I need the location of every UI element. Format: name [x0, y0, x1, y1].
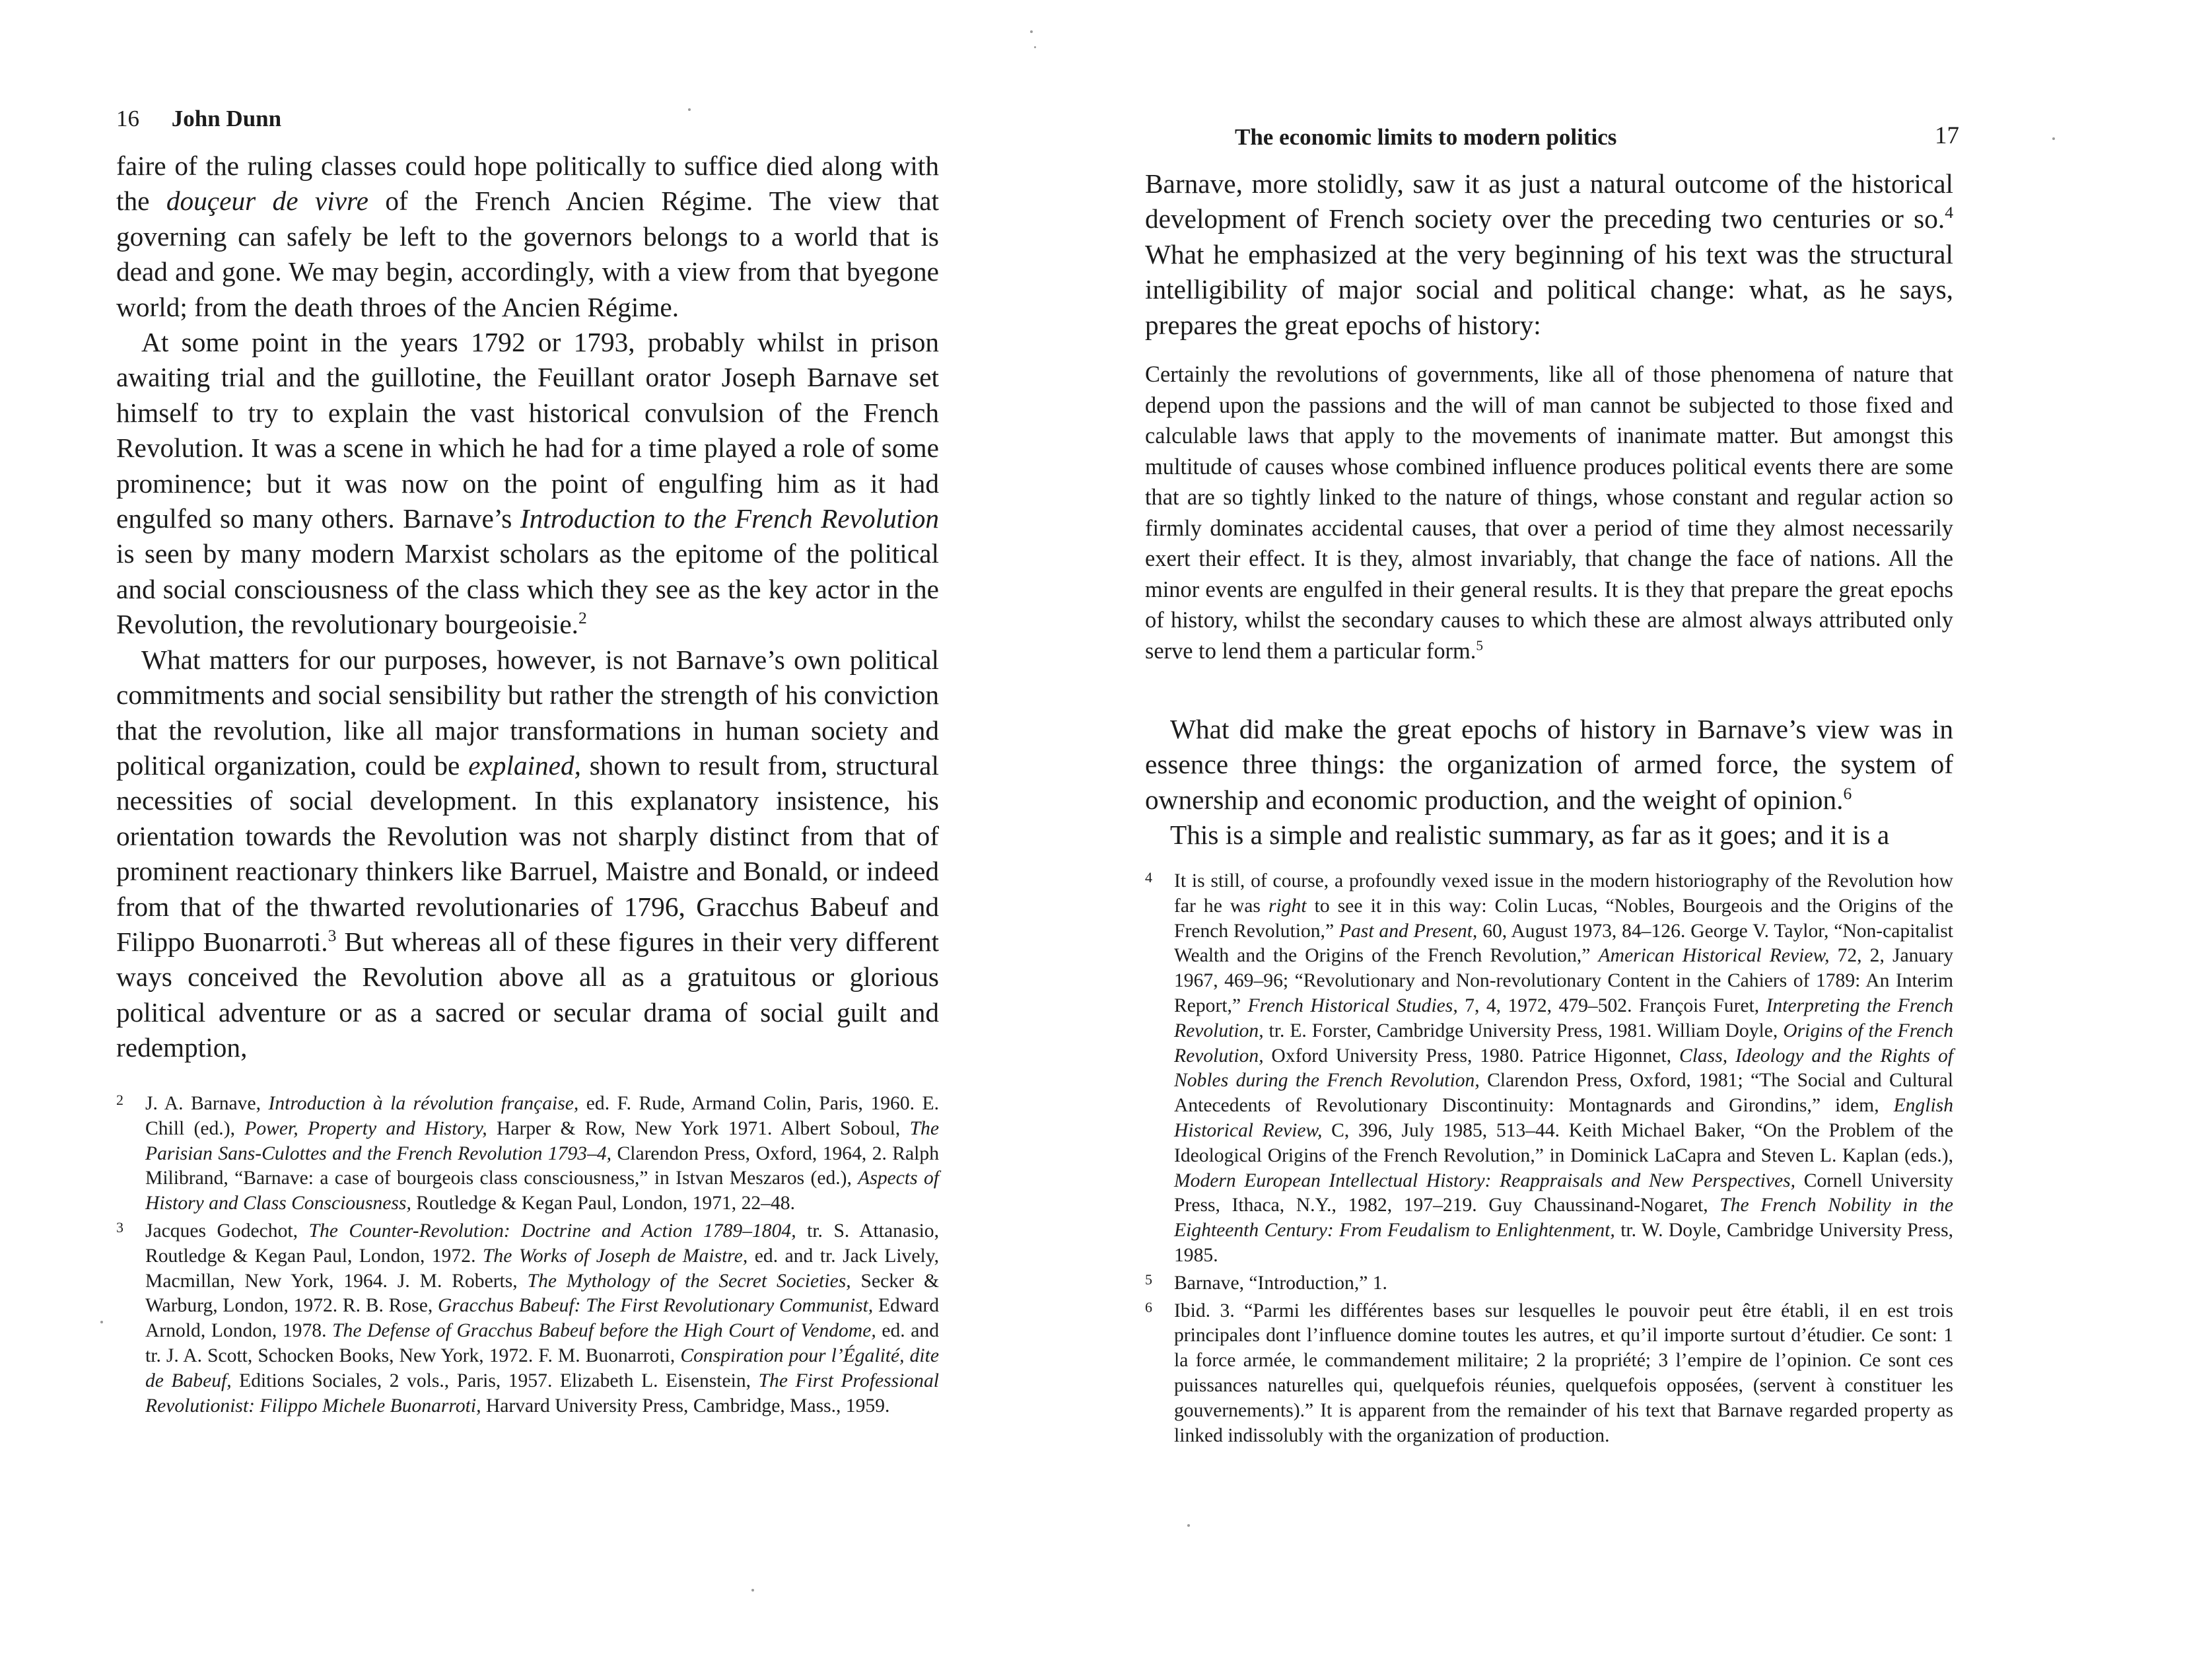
text-span: Certainly the revolutions of governments, like all of those phenomena of nature that depend upon the passions and the will of man cannot be subjected to those fixed and calculable laws that apply to the movements of inanimate matter. But amongst this multitude of causes whose combined influence produces political events there are some that are so tightly linked to the nature of things, whose constant and regular action so firmly dominates accidental causes, that over a period of time they almost necessarily exert their effect. It is they, almost invariably, that change the face of nations. All the minor events are engulfed in their general results. It is they that prepare the great epochs of history, whilst the secondary causes to which these are almost always attributed only serve to lend them a particular form.	[1145, 362, 1953, 664]
footnote-number: 3	[116, 1218, 123, 1236]
text-span: shown to result from, structural necessities of social development. In this explanatory insistence, his orientation towards the Revolution was not sharply distinct from that of prominent reactionary thinkers like Barruel, Maistre and Bonald, or indeed from that of the thwarted revolutionaries of 1796, Gracchus Babeuf and Filippo Buonarroti.	[116, 750, 939, 957]
text-span: is seen by many modern Marxist scholars as the epitome of the political and social consciousness of the class which they see as the key actor in the Revolution, the revolutionary bourgeoisie.	[116, 538, 939, 640]
text-span: What did make the great epochs of history in Barnave’s view was in essence three things: the organization of armed force, the system of ownership and economic production, and the weight of opinion.	[1145, 714, 1953, 815]
scan-speck	[1187, 1524, 1190, 1527]
text-span: ed. and tr. J. A. Scott, Schocken Books, New York, 1972. F. M. Buonarroti,	[145, 1320, 940, 1366]
right-body-text-top	[1145, 166, 1953, 343]
right-running-title: The economic limits to modern politics	[1235, 124, 1617, 150]
scan-speck	[100, 1321, 103, 1323]
text-span: Editions Sociales, 2 vols., Paris, 1957. Elizabeth L. Eisenstein,	[231, 1370, 759, 1391]
text-span: Routledge & Kegan Paul, London, 1971, 22–48.	[411, 1193, 795, 1214]
text-span: Oxford University Press, 1980. Patrice Higonnet,	[1263, 1045, 1679, 1067]
right-page	[1094, 0, 2187, 1680]
text-span: faire of the ruling classes could hope politically to suffice died along with the	[116, 151, 939, 217]
paragraph	[1145, 166, 1953, 343]
italic-span: The French Nobility in the Eighteenth Century: From Feudalism to Enlightenment,	[1174, 1195, 1953, 1242]
scan-speck	[751, 1589, 754, 1592]
italic-span: Interpreting the French Revolution,	[1174, 995, 1953, 1041]
italic-span: English Historical Review,	[1174, 1095, 1953, 1141]
text-span: 72, 2, January 1967, 469–96; “Revolutionary and Non-revolutionary Content in the Cahiers of 1789: An Interim Report,”	[1174, 945, 1953, 1016]
paragraph	[116, 643, 939, 1066]
left-paragraphs	[116, 149, 939, 1066]
footnote	[116, 1092, 939, 1216]
footnote-ref: 3	[328, 926, 337, 946]
left-body-text	[116, 149, 939, 1066]
text-span: ed. and tr. Jack Lively, Macmillan, New York, 1964. J. M. Roberts,	[145, 1245, 939, 1292]
italic-span: douçeur de vivre	[166, 186, 368, 217]
left-running-title: John Dunn	[171, 106, 282, 131]
footnote-number: 2	[116, 1092, 123, 1108]
text-span: Barnave, “Introduction,” 1.	[1174, 1272, 1387, 1294]
text-span: What matters for our purposes, however, is not Barnave’s own political commitments and social sensibility but rather the strength of his conviction that the revolution, like all major transformations in human society and political organization, could be	[116, 644, 939, 781]
text-span: Jacques Godechot,	[145, 1220, 309, 1242]
italic-span: The Counter-Revolution: Doctrine and Action 1789–1804,	[308, 1220, 796, 1242]
footnote-ref: 2	[578, 608, 587, 628]
text-span: tr. W. Doyle, Cambridge University Press, 1985.	[1174, 1220, 1953, 1266]
text-span: Edward Arnold, London, 1978.	[145, 1295, 939, 1342]
text-span: It is still, of course, a profoundly vexed issue in the modern historiography of the Revolution how far he was	[1174, 870, 1953, 917]
text-span: tr. E. Forster, Cambridge University Press, 1981. William Doyle,	[1263, 1020, 1784, 1041]
text-span: Harvard University Press, Cambridge, Mass., 1959.	[481, 1395, 890, 1417]
right-running-head	[1235, 124, 1616, 151]
text-span: But whereas all of these figures in their very different ways conceived the Revolution above all as a gratuitous or glorious political adventure or as a sacred or secular drama of social guilt and redemption,	[116, 926, 939, 1063]
text-span: to see it in this way: Colin Lucas, “Nobles, Bourgeois and the Origins of the French Revolution,”	[1174, 895, 1953, 942]
left-running-head	[116, 106, 281, 132]
scan-speck	[1030, 30, 1033, 33]
text-span: Clarendon Press, Oxford, 1981; “The Social and Cultural Antecedents of Revolutionary Discontinuity: Montagnards and Girondins,” idem,	[1174, 1070, 1953, 1117]
italic-span: The First Professional Revolutionist: Filippo Michele Buonarroti,	[145, 1370, 940, 1417]
footnote-number: 4	[1145, 869, 1152, 886]
italic-span: Aspects of History and Class Consciousness,	[145, 1168, 939, 1214]
text-span: J. A. Barnave,	[145, 1093, 269, 1114]
text-span: Secker & Warburg, London, 1972. R. B. Rose,	[145, 1270, 939, 1317]
italic-span: The Defense of Gracchus Babeuf before the High Court of Vendome,	[332, 1320, 876, 1342]
text-span: Barnave, more stolidly, saw it as just a natural outcome of the historical development of French society over the preceding two centuries or so.	[1145, 168, 1953, 234]
italic-span: Introduction à la révolution française,	[268, 1093, 579, 1114]
italic-span: The Parisian Sans-Culottes and the French Revolution 1793–4,	[145, 1117, 939, 1164]
paragraph	[116, 149, 939, 325]
paragraph	[1145, 712, 1953, 818]
italic-span: The Mythology of the Secret Societies,	[527, 1270, 851, 1292]
paragraph	[1145, 818, 1953, 853]
footnote-ref: 4	[1945, 203, 1953, 223]
italic-span: Power, Property and History,	[244, 1117, 487, 1139]
right-footnote-list	[1145, 869, 1953, 1448]
text-span: Clarendon Press, Oxford, 1964, 2. Ralph Milibrand, “Barnave: a case of bourgeois class consciousness,” in Istvan Meszaros (ed.),	[145, 1142, 939, 1189]
text-span: Ibid. 3. “Parmi les différentes bases sur lesquelles le pouvoir peut être établi, il en est trois principales dont l’influence domine toutes les autres, et qu’il importe surtout d’étudier. Ce sont: 1 la force armée, le commandement militaire; 2 la propriété; 3 l’empire de l’opinion. Ce sont ces puissances naturelles qui, quelquefois réunies, quelquefois opposées, (servent à constituer les gouvernements).” It is apparent from the remainder of his text that Barnave regarded property as linked indissolubly with the organization of production.	[1174, 1300, 1953, 1446]
text-span: What he emphasized at the very beginning of his text was the structural intelligibility of major social and political change: what, as he says, prepares the great epochs of history:	[1145, 238, 1953, 340]
italic-span: Conspiration pour l’Égalité, dite de Babeuf,	[145, 1345, 939, 1391]
italic-span: The Works of Joseph de Maistre,	[482, 1245, 748, 1267]
italic-span: explained,	[468, 750, 581, 781]
right-footnotes	[1145, 869, 1953, 1451]
footnote	[1145, 869, 1953, 1269]
footnote	[1145, 1271, 1953, 1296]
text-span: Harper & Row, New York 1971. Albert Soboul,	[487, 1117, 910, 1139]
footnote-number: 5	[1145, 1271, 1152, 1288]
text-span: tr. S. Attanasio, Routledge & Kegan Paul, London, 1972.	[145, 1220, 940, 1267]
right-body-text-bottom	[1145, 712, 1953, 853]
footnote-ref: 6	[1843, 784, 1852, 804]
block-quote	[1145, 359, 1953, 666]
text-span: At some point in the years 1792 or 1793, probably whilst in prison awaiting trial and the guillotine, the Feuillant orator Joseph Barnave set himself to try to explain the vast historical convulsion of the French Revolution. It was a scene in which he had for a time played a role of some prominence; but it was now on the point of engulfing him as it had engulfed so many others. Barnave’s	[116, 327, 939, 534]
italic-span: Gracchus Babeuf: The First Revolutionary Communist,	[437, 1295, 874, 1317]
italic-span: Past and Present,	[1338, 920, 1478, 942]
left-page-number: 16	[116, 106, 139, 131]
text-span: 7, 4, 1972, 479–502. François Furet,	[1457, 995, 1766, 1016]
footnote	[116, 1219, 939, 1418]
italic-span: Modern European Intellectual History: Reappraisals and New Perspectives,	[1174, 1170, 1796, 1191]
text-span: C, 396, July 1985, 513–44. Keith Michael Baker, “On the Problem of the Ideological Origins of the French Revolution,” in Dominick LaCapra and Steven L. Kaplan (eds.),	[1174, 1119, 1953, 1166]
scan-speck	[1034, 46, 1036, 48]
right-paragraphs-bottom	[1145, 712, 1953, 853]
italic-span: Introduction to the French Revolution	[520, 503, 940, 534]
left-footnotes	[116, 1092, 939, 1421]
italic-span: Class, Ideology and the Rights of Nobles during the French Revolution,	[1174, 1045, 1953, 1092]
footnote-number: 6	[1145, 1298, 1152, 1315]
right-paragraphs-top	[1145, 166, 1953, 343]
text-span: This is a simple and realistic summary, as far as it goes; and it is a	[1170, 820, 1890, 851]
text-span: ed. F. Rude, Armand Colin, Paris, 1960. E. Chill (ed.),	[145, 1093, 939, 1139]
scan-speck	[688, 108, 691, 111]
italic-span: French Historical Studies,	[1247, 995, 1458, 1016]
right-page-number: 17	[1935, 122, 1959, 149]
scan-speck	[2052, 137, 2055, 140]
italic-span: right	[1268, 895, 1307, 917]
paragraph	[116, 325, 939, 643]
text-span: 60, August 1973, 84–126. George V. Taylor, “Non-capitalist Wealth and the Origins of the French Revolution,”	[1174, 920, 1953, 967]
text-span: of the French Ancien Régime. The view that governing can safely be left to the governors belongs to a world that is dead and gone. We may begin, accordingly, with a view from that byegone world; from the death throes of the Ancien Régime.	[116, 186, 939, 322]
block-quote-text	[1145, 359, 1953, 666]
footnote	[1145, 1299, 1953, 1449]
footnote-ref: 5	[1476, 637, 1483, 654]
text-span: Cornell University Press, Ithaca, N.Y., 1982, 197–219. Guy Chaussinand-Nogaret,	[1174, 1170, 1954, 1216]
italic-span: American Historical Review,	[1598, 945, 1830, 967]
left-footnote-list	[116, 1092, 939, 1418]
italic-span: Origins of the French Revolution,	[1174, 1020, 1954, 1067]
